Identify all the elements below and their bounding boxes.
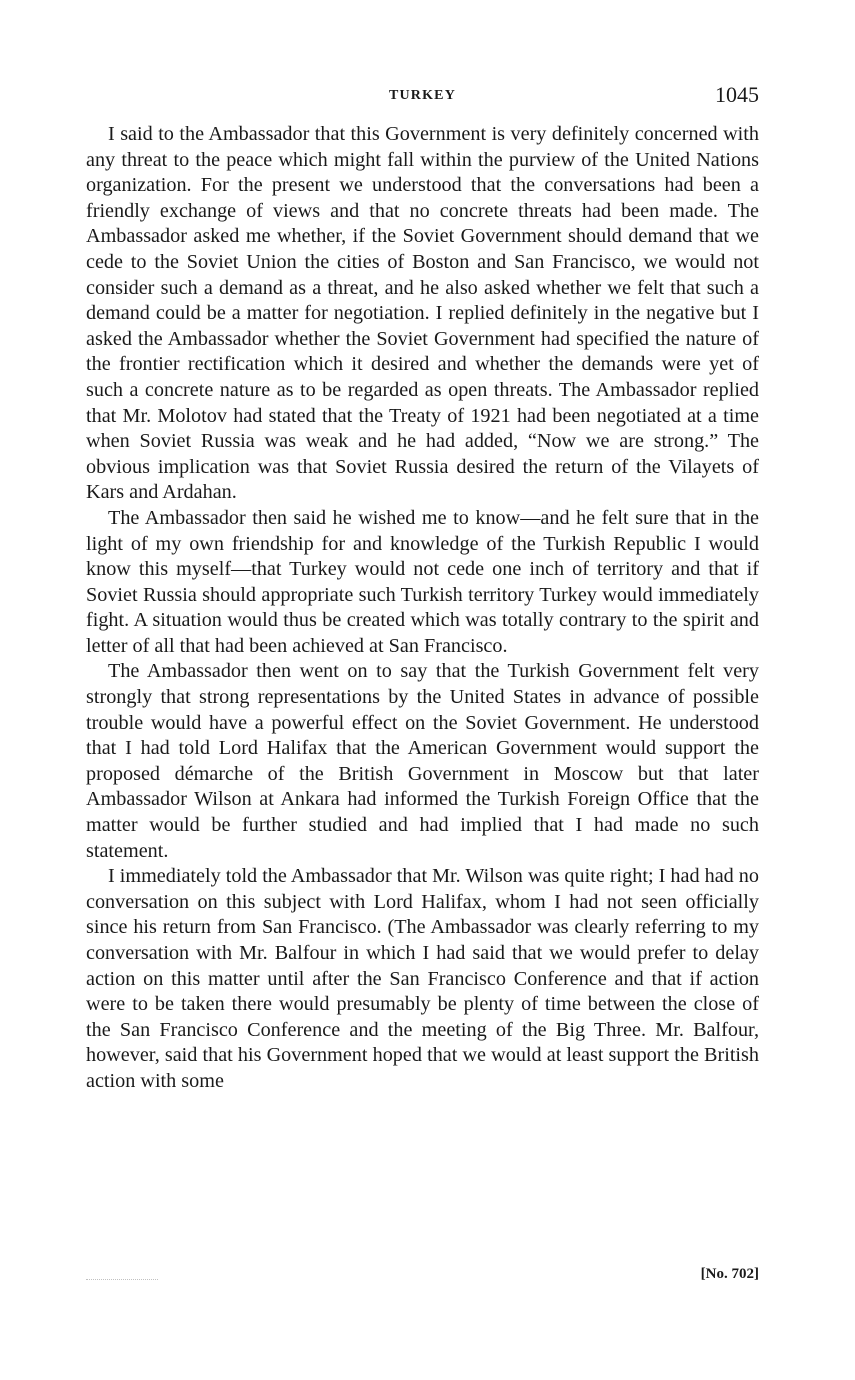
document-page bbox=[86, 78, 759, 1095]
page-footer bbox=[86, 1262, 759, 1288]
paragraph-4: I immediately told the Ambassador that Mr. Wilson was quite right; I had had no conversation on this subject with Lord Halifax, whom I had not seen officially since his return from San Francisco. (The Ambassador was clearly referring to my conversation with Mr. Balfour in which I had said that we would prefer to delay action on this matter until after the San Francisco Conference and that if action were to be taken there would presumably be plenty of time between the close of the San Francisco Conference and the meeting of the Big Three. Mr. Balfour, however, said that his Government hoped that we would at least support the British action with some bbox=[86, 865, 759, 1092]
page-number: 1045 bbox=[715, 82, 759, 107]
document-number: [No. 702] bbox=[700, 1266, 759, 1282]
footer-printer-mark bbox=[86, 1277, 158, 1280]
paragraph-2: The Ambassador then said he wished me to know—and he felt sure that in the light of my own friendship for and knowledge of the Turkish Republic I would know this myself—that Turkey would not cede one inch of territory and that if Soviet Russia should appropriate such Turkish territory Turkey would immediately fight. A situation would thus be created which was totally contrary to the spirit and letter of all that had been achieved at San Francisco. bbox=[86, 506, 759, 657]
paragraph-3: The Ambassador then went on to say that the Turkish Government felt very strongly that strong representations by the United States in advance of possible trouble would have a powerful effect on the Soviet Government. He understood that I had told Lord Halifax that the American Government would support the proposed démarche of the British Government in Moscow but that later Ambassador Wilson at Ankara had informed the Turkish Foreign Office that the matter would be further studied and had implied that I had made no such statement. bbox=[86, 660, 759, 862]
running-title: TURKEY bbox=[388, 88, 457, 103]
body-text bbox=[86, 122, 759, 1095]
running-head bbox=[86, 78, 759, 114]
paragraph-1: I said to the Ambassador that this Government is very definitely concerned with any threat to the peace which might fall within the purview of the United Nations organization. For the present we understood that the conversations had been a friendly exchange of views and that no concrete threats had been made. The Ambassador asked me whether, if the Soviet Government should demand that we cede to the Soviet Union the cities of Boston and San Francisco, we would not consider such a demand as a threat, and he also asked whether we felt that such a demand could be a matter for negotiation. I replied definitely in the negative but I asked the Ambassador whether the Soviet Government had specified the nature of the frontier rectification which it desired and whether the demands were yet of such a concrete nature as to be regarded as open threats. The Ambassador replied that Mr. Molotov had stated that the Treaty of 1921 had been negotiated at a time when Soviet Russia was weak and he had added, “Now we are strong.” The obvious implication was that Soviet Russia desired the return of the Vilayets of Kars and Ardahan. bbox=[86, 123, 759, 504]
